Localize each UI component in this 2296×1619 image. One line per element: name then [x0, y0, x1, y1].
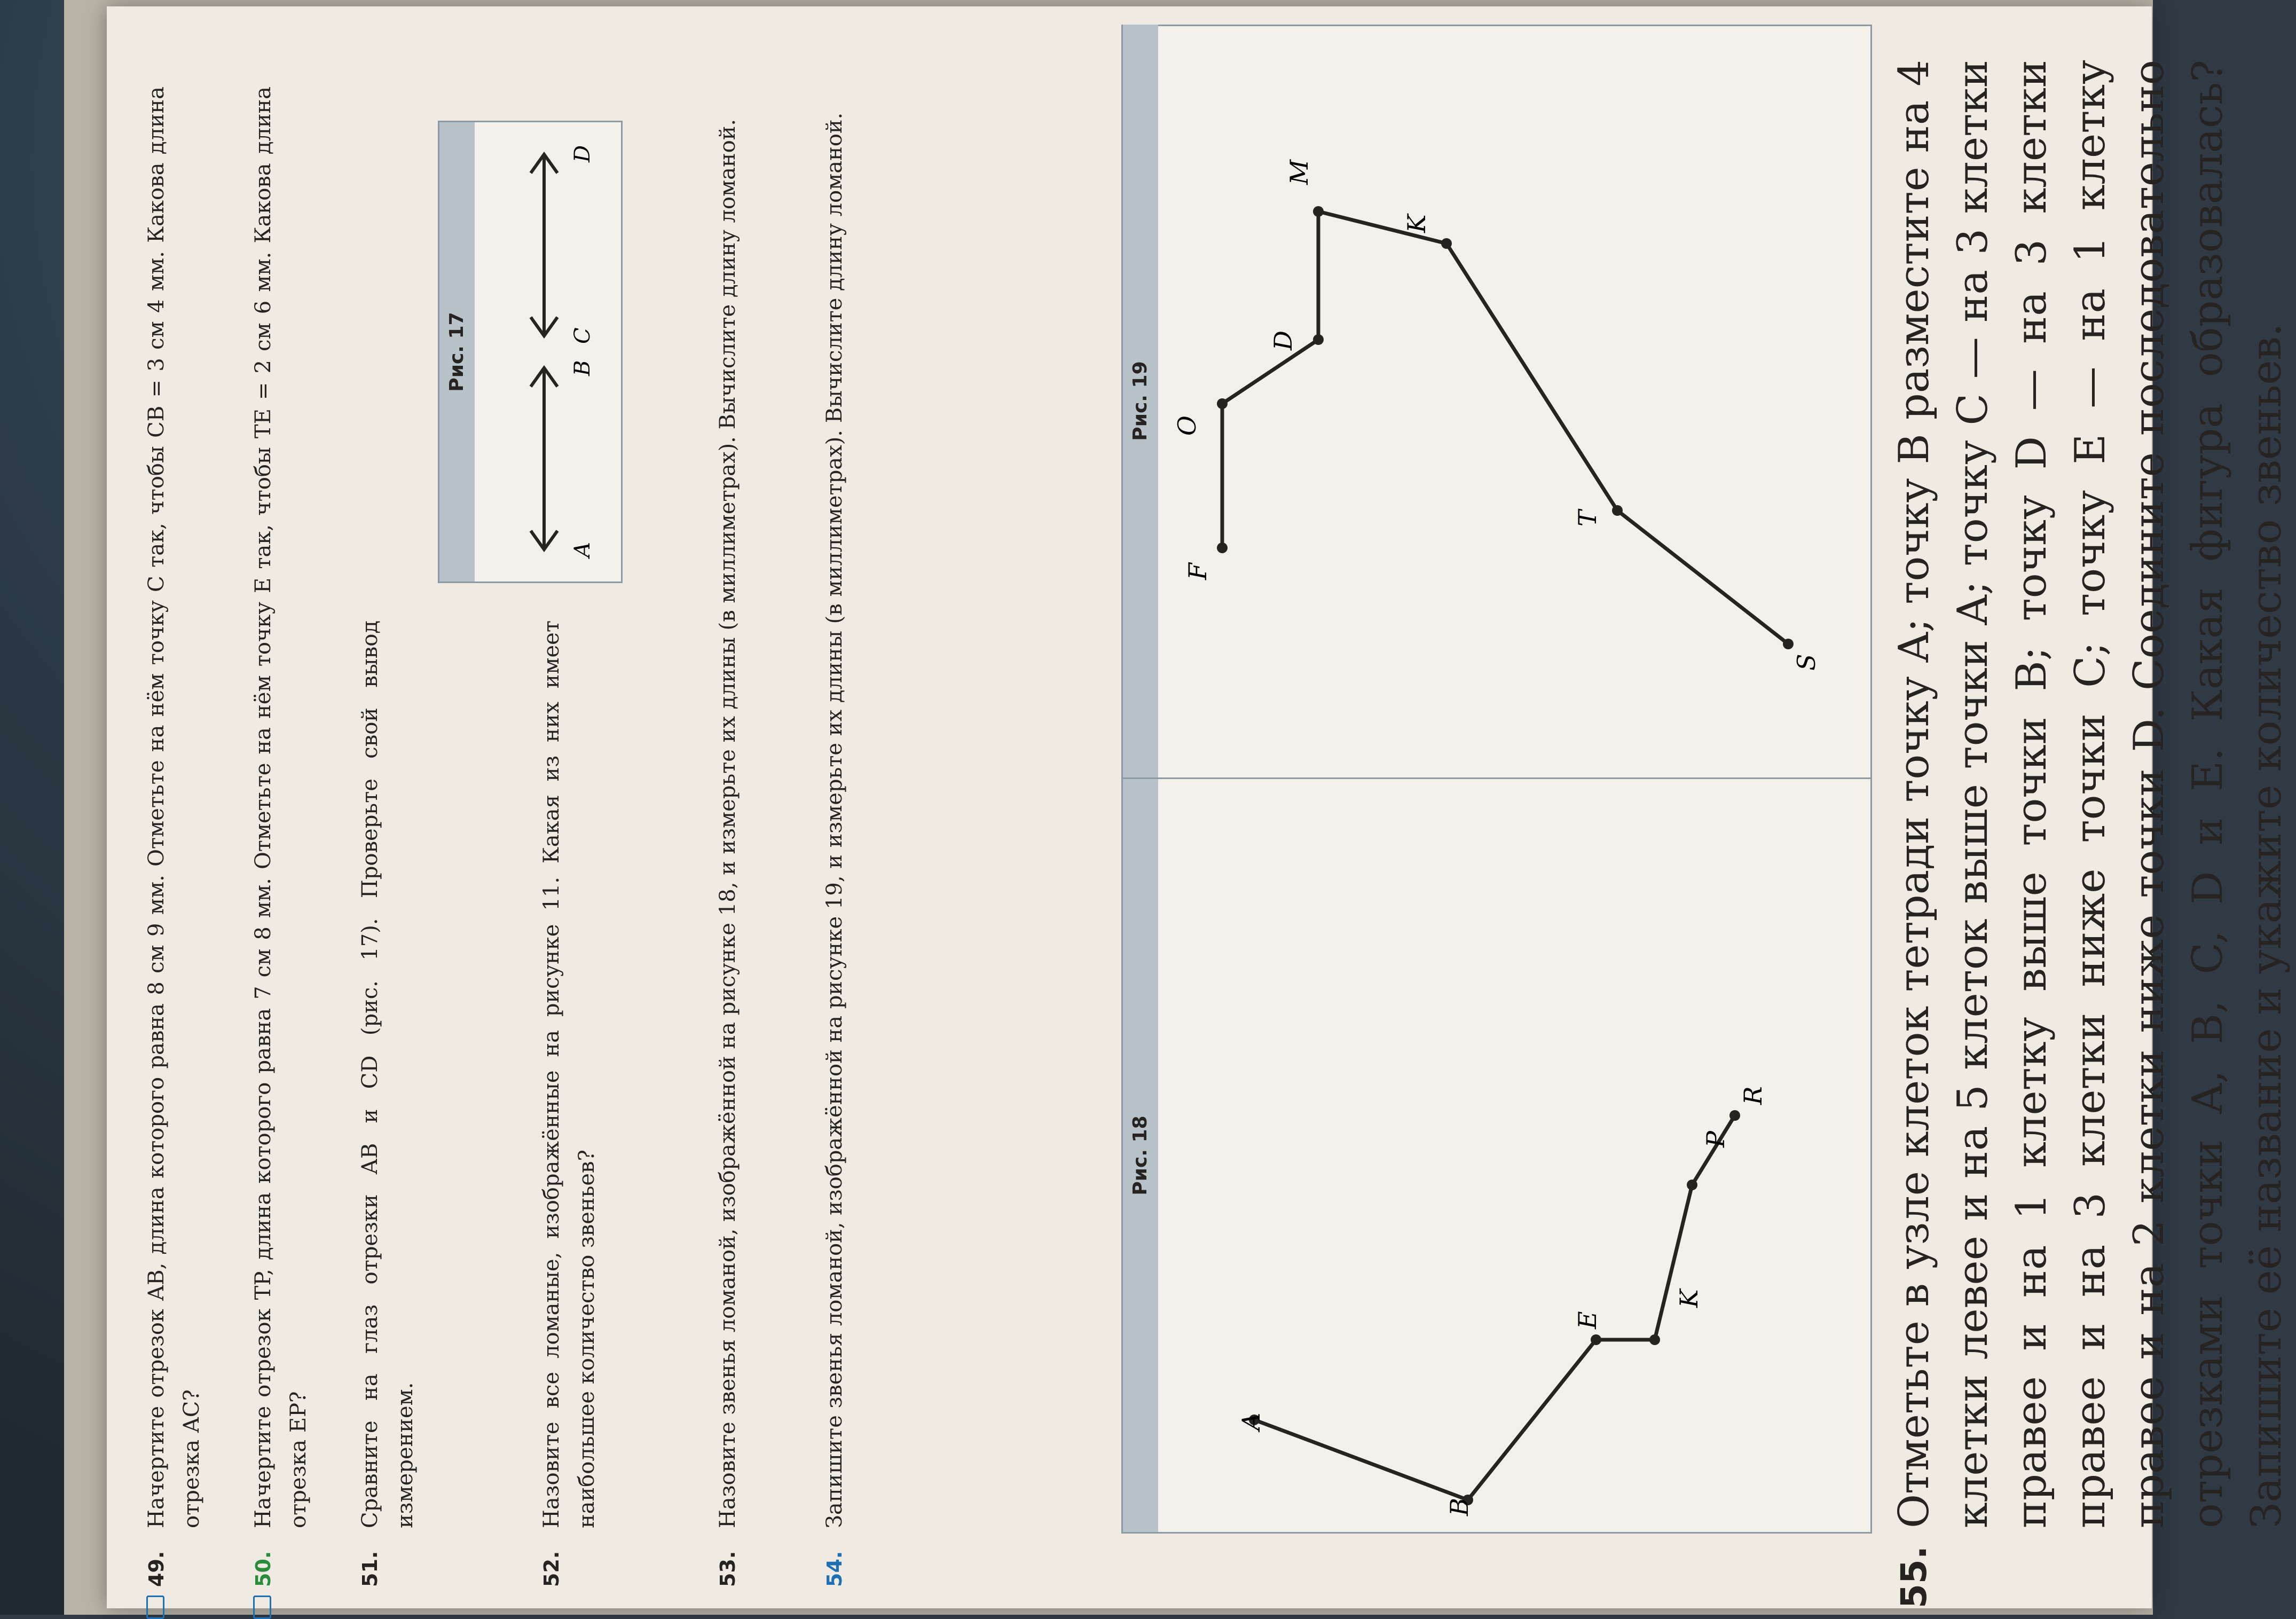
figure-caption: Рис. 17	[439, 122, 475, 581]
vertex-point	[1687, 1180, 1697, 1190]
vertex-point	[1729, 1110, 1740, 1121]
exercise-50	[246, 87, 316, 1587]
segment-diagram	[475, 122, 619, 581]
vertex-point	[1591, 1334, 1601, 1345]
exercise-54	[817, 87, 852, 1587]
vertex-label: A	[1237, 1412, 1265, 1431]
exercise-51	[352, 620, 423, 1587]
homework-marker-icon	[253, 1596, 271, 1619]
exercise-text: Начертите отрезок TP, длина которого равна 7 см 8 мм. Отметьте на нём точку E так, чтобы TE = 2 см 6 мм. Какова длина отрезка EP?	[251, 87, 311, 1528]
point-label: C	[570, 327, 595, 344]
vertex-point	[1649, 1334, 1660, 1345]
figure-caption: Рис. 18	[1123, 779, 1158, 1532]
vertex-label: K	[1402, 214, 1431, 233]
exercise-text: Отметьте в узле клеток тетради точку A; точку B разместите на 4 клетки левее и на 5 клеток выше точки A; точку C — на 3 клетки правее и на 1 клетку выше точки B; точку D — на 3 клетки правее и на 3 клетки ниже точки C; точку E — на 1 клетку правее и на 2 клетки ниже точки D. Соедините последовательно отрезками точки A, B, C, D и E. Какая фигура образовалась? Запишите её название и укажите количество звеньев.	[1890, 60, 2291, 1528]
figures-18-19	[1121, 25, 1872, 1534]
vertex-point	[1441, 238, 1452, 249]
vertex-label: K	[1674, 1289, 1703, 1308]
figure-18	[1123, 779, 1870, 1532]
exercise-53	[710, 87, 745, 1587]
exercise-text: Запишите звенья ломаной, изображённой на рисунке 19, и измерьте их длины (в миллиметрах). Вычислите длину ломаной.	[822, 112, 847, 1528]
figure-17	[438, 121, 623, 583]
vertex-label: D	[1269, 331, 1298, 350]
exercise-text: Сравните на глаз отрезки AB и CD (рис. 17). Проверьте свой вывод измерением.	[358, 620, 418, 1528]
point-label: D	[570, 145, 595, 162]
exercise-number: 52.	[540, 1551, 563, 1587]
vertex-point	[1313, 206, 1324, 217]
vertex-label: O	[1173, 415, 1201, 436]
figure-caption: Рис. 19	[1123, 25, 1158, 777]
homework-marker-icon	[146, 1596, 164, 1619]
vertex-point	[1217, 543, 1228, 553]
vertex-label: T	[1573, 510, 1602, 526]
polyline-diagram	[1158, 25, 1868, 777]
exercise-55-preview	[1885, 60, 2296, 1608]
vertex-point	[1217, 398, 1228, 409]
vertex-point	[1783, 639, 1794, 649]
vertex-label: F	[1183, 563, 1212, 580]
vertex-label: P	[1701, 1131, 1730, 1148]
exercise-number: 49.	[145, 1551, 168, 1587]
exercise-text: Назовите все ломаные, изображённые на рисунке 11. Какая из них имеет наибольшее количество звеньев?	[539, 620, 599, 1528]
exercise-number: 51.	[358, 1551, 382, 1587]
exercise-49	[139, 87, 209, 1587]
textbook-page	[107, 6, 2291, 1608]
vertex-label: S	[1792, 654, 1821, 671]
exercise-number: 55.	[1893, 1546, 1935, 1608]
vertex-point	[1313, 334, 1324, 345]
exercise-number: 53.	[716, 1551, 740, 1587]
exercise-number: 50.	[251, 1551, 275, 1587]
vertex-label: M	[1285, 159, 1314, 185]
exercise-text: Назовите звенья ломаной, изображённой на рисунке 18, и измерьте их длины (в миллиметрах). Вычислите длину ломаной.	[715, 119, 740, 1528]
vertex-label: E	[1573, 1311, 1602, 1329]
exercise-text: Начертите отрезок AB, длина которого равна 8 см 9 мм. Отметьте на нём точку C так, чтобы CB = 3 см 4 мм. Какова длина отрезка AC?	[144, 87, 204, 1528]
exercise-number: 54.	[823, 1551, 846, 1587]
polyline-path	[1222, 211, 1788, 644]
exercise-52	[534, 620, 604, 1587]
vertex-label: R	[1739, 1086, 1767, 1105]
point-label: A	[570, 542, 595, 557]
figure-19	[1123, 25, 1870, 779]
point-label: B	[570, 360, 595, 376]
vertex-label: B	[1445, 1498, 1474, 1516]
polyline-diagram	[1158, 779, 1868, 1532]
polyline-path	[1254, 1115, 1735, 1500]
vertex-point	[1612, 505, 1623, 516]
